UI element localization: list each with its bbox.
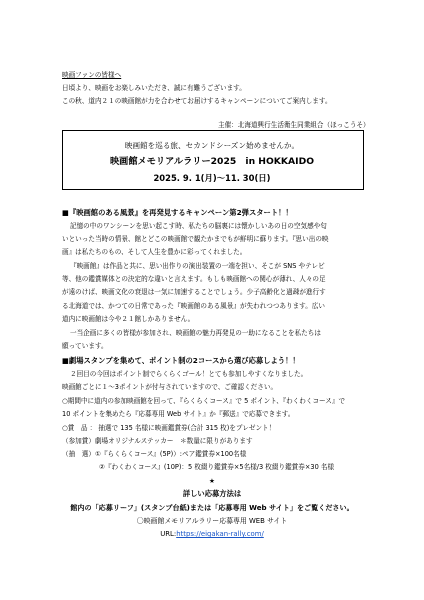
application-website-line: 〇映画館メモリアルラリー応募専用 WEB サイト — [136, 517, 288, 525]
section1-line: 等、他の鑑賞媒体との決定的な違いと言えます。もしも映画館への関心が薄れ、人々の足 — [62, 275, 326, 283]
organizer: 主催：北海道興行生活衛生同業組合（ほっこうそ） — [218, 121, 370, 129]
section1-line: 記憶の中のワンシーンを思い起こす時、私たちの脳裏には懐かしいあの日の空気感や匂 — [70, 222, 327, 230]
application-title: 詳しい応募方法は — [182, 489, 242, 498]
greeting-line-1: 日頃より、映画をお楽しみいただき、誠に有難うございます。 — [62, 84, 246, 92]
url-label: URL: — [160, 530, 177, 538]
section1-line: 道内に映画館は今や２１館しかありません。 — [62, 315, 195, 323]
section2-line: ○期間中に道内の参加映画館を回って、『らくらくコース』で 5 ポイント、『わくわくコース』で — [62, 397, 346, 405]
section1-line: 願っています。 — [62, 342, 108, 350]
participation-prize-line: （参加賞）劇場オリジナルステッカー ＊数量に限りがあります — [62, 437, 253, 445]
prize-line: ○賞 品 ： 抽選で 135 名様に映画鑑賞券(合計 315 枚)をプレゼント！ — [62, 424, 276, 432]
section1-line: る北海道では、かつての日常であった『映画館のある風景』が失われつつあります。広い — [62, 302, 326, 310]
headline-title: 映画館メモリアルラリー2025 in HOKKAIDO — [109, 156, 315, 167]
headline-subtitle: 映画館を巡る旅、セカンドシーズン始めませんか。 — [124, 141, 300, 150]
url-line — [0, 530, 424, 539]
section1-line: 画』は私たちのもの、そして人生を豊かに彩ってくれました。 — [62, 248, 247, 256]
section1-line: が遠のけば、映画文化の衰退は一気に加速することでしょう。少子高齢化と過疎が進行す — [62, 288, 326, 296]
section1-line: 一当企画に多くの皆様が参加され、映画館の魅力再発見の一助になることを私たちは — [70, 329, 321, 337]
section2-line: 映画館ごとに１～3ポイントが付与されていますので、ご確認ください。 — [62, 383, 278, 391]
application-line: 館内の「応募リーフ」(スタンプ台紙)または「応募専用 Web サイト」をご覧ください。 — [70, 503, 354, 512]
website-url-link[interactable]: https://eigakan-rally.com/ — [176, 530, 264, 538]
section1-line: 『映画館』は作品と共に、思い出作りの演出装置の一端を担い、そこが SNS やテレビ — [70, 262, 325, 270]
greeting-salutation: 映画ファンの皆様へ — [62, 71, 122, 79]
section2-heading: ■劇場スタンプを集めて、ポイント制の2コースから選び応募しよう！！ — [62, 356, 300, 365]
greeting-line-2: この秋、道内２１の映画館が力を合わせてお届けするキャンペーンについてご案内します。 — [62, 97, 332, 105]
section2-line: 10 ポイントを集めたら『応募専用 Web サイト』か『郵送』で応募できます。 — [62, 410, 295, 418]
section1-heading: ■『映画館のある風景』を再発見するキャンペーン第2弾スタート！！ — [62, 208, 293, 217]
headline-dates: 2025. 9. 1(月)～11. 30(日) — [153, 173, 271, 183]
section1-line: いといった当時の情景、館とどこの映画館で観たかまでもが鮮明に蘇ります。『思い出の映 — [62, 235, 329, 243]
section2-line: ２回目の今回はポイント制でらくらくゴール！とても参加しやすくなりました。 — [70, 370, 308, 378]
lottery-prize-line: ②『わくわくコース』(10P)：5 枚綴り鑑賞券×5名様/3 枚綴り鑑賞券×30 名様 — [99, 463, 335, 471]
star-divider: ★ — [209, 477, 215, 485]
lottery-prize-line: （抽 選）①『らくらくコース』(5P)）:ペア鑑賞券×100名様 — [62, 450, 247, 458]
